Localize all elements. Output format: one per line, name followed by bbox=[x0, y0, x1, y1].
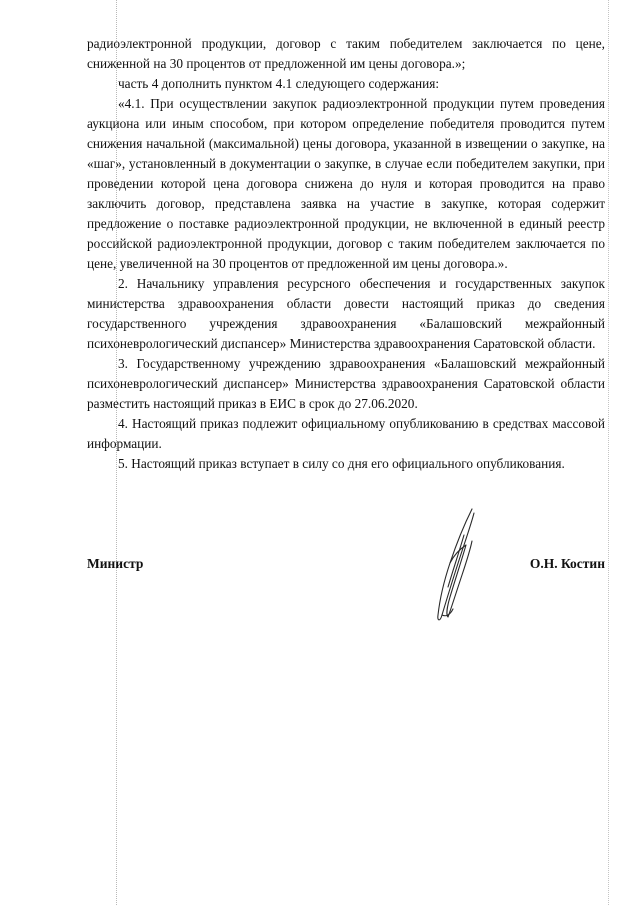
paragraph-continuation: радиоэлектронной продукции, договор с таким победителем заключается по цене, сниженной на 30 процентов от предложенной им цены договора.»; bbox=[87, 36, 605, 71]
paragraph-item-5: 5. Настоящий приказ вступает в силу со дня его официального опубликования. bbox=[118, 456, 565, 471]
signatory-title: Министр bbox=[87, 556, 144, 571]
paragraph-item-4: 4. Настоящий приказ подлежит официальному опубликованию в средствах массовой информации. bbox=[87, 416, 605, 451]
scan-artifact-line bbox=[608, 0, 609, 905]
signatory-name: О.Н. Костин bbox=[529, 556, 605, 571]
document-body bbox=[87, 34, 605, 474]
paragraph-clause-4-1: «4.1. При осуществлении закупок радиоэлектронной продукции путем проведения аукциона или иным способом, при котором определение победителя проводится путем снижения начальной (максимальной) цены договора, указанной в извещении о закупке, на «шаг», установленный в документации о закупке, в случае если победителем закупки, при проведении которой цена договора снижена до нуля и которая проводится на право заключить договор, представлена заявка на участие в закупке, которая содержит предложение о поставке радиоэлектронной продукции, не включенной в единый реестр российской радиоэлектронной продукции, договор с таким победителем заключается по цене, увеличенной на 30 процентов от предложенной им цены договора.». bbox=[87, 96, 605, 271]
paragraph-item-2: 2. Начальнику управления ресурсного обеспечения и государственных закупок министерства здравоохранения области довести настоящий приказ до сведения государственного учреждения здравоохранения «Балашовский межрайонный психоневрологический диспансер» Министерства здравоохранения Саратовской области. bbox=[87, 276, 605, 351]
paragraph-item-3: 3. Государственному учреждению здравоохранения «Балашовский межрайонный психоневрологический диспансер» Министерства здравоохранения Саратовской области разместить настоящий приказ в ЕИС в срок до 27.06.2020. bbox=[87, 356, 605, 411]
paragraph-amendment-intro: часть 4 дополнить пунктом 4.1 следующего содержания: bbox=[118, 76, 440, 91]
signature-block bbox=[87, 556, 605, 578]
